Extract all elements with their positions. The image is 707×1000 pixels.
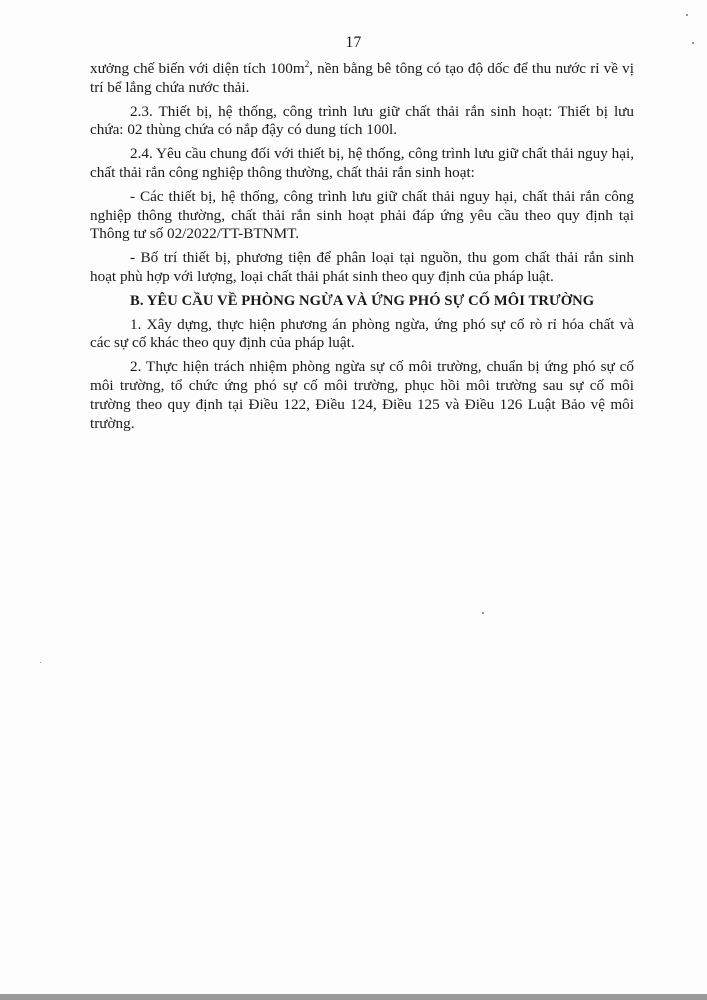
scan-speck — [40, 662, 41, 663]
paragraph-2-3: 2.3. Thiết bị, hệ thống, công trình lưu giữ chất thải rắn sinh hoạt: Thiết bị lưu chứa: 02 thùng chứa có nắp đậy có dung tích 100l. — [90, 102, 634, 139]
scan-speck — [692, 42, 694, 44]
scan-speck — [686, 14, 688, 16]
scan-speck — [482, 612, 484, 614]
paragraph-2-4: 2.4. Yêu cầu chung đối với thiết bị, hệ thống, công trình lưu giữ chất thải nguy hại, chất thải rắn công nghiệp thông thường, chất thải rắn sinh hoạt: — [90, 145, 634, 181]
paragraph-2-4-bullet-2: - Bố trí thiết bị, phương tiện để phân loại tại nguồn, thu gom chất thải rắn sinh hoạt phù hợp với lượng, loại chất thải phát sinh theo quy định của pháp luật. — [90, 249, 634, 285]
paragraph-b-1: 1. Xây dựng, thực hiện phương án phòng ngừa, ứng phó sự cố rò rỉ hóa chất và các sự cố khác theo quy định của pháp luật. — [90, 315, 634, 352]
document-body — [90, 60, 634, 438]
section-heading-b: B. YÊU CẦU VỀ PHÒNG NGỪA VÀ ỨNG PHÓ SỰ CỐ MÔI TRƯỜNG — [130, 292, 595, 309]
page-number: 17 — [345, 34, 362, 51]
scan-edge-bar — [0, 994, 707, 1000]
paragraph-2-4-bullet-1: - Các thiết bị, hệ thống, công trình lưu giữ chất thải nguy hại, chất thải rắn công nghiệp thông thường, chất thải rắn sinh hoạt phải đáp ứng yêu cầu theo quy định tại Thông tư số 02/2022/TT-BTNMT. — [90, 187, 634, 243]
paragraph-b-2: 2. Thực hiện trách nhiệm phòng ngừa sự cố môi trường, chuẩn bị ứng phó sự cố môi trường, tổ chức ứng phó sự cố môi trường, phục hồi môi trường sau sự cố môi trường theo quy định tại Điều 122, Điều 124, Điều 125 và Điều 126 Luật Bảo vệ môi trường. — [90, 358, 634, 432]
paragraph-text: , nền bằng bê tông có tạo độ dốc để thu nước rỉ về vị trí bể lắng chứa nước thải. — [90, 60, 634, 96]
superscript-unit: 2 — [304, 58, 310, 69]
paragraph-continuation — [90, 60, 634, 98]
paragraph-text: xưởng chế biến với diện tích 100m — [90, 60, 305, 77]
